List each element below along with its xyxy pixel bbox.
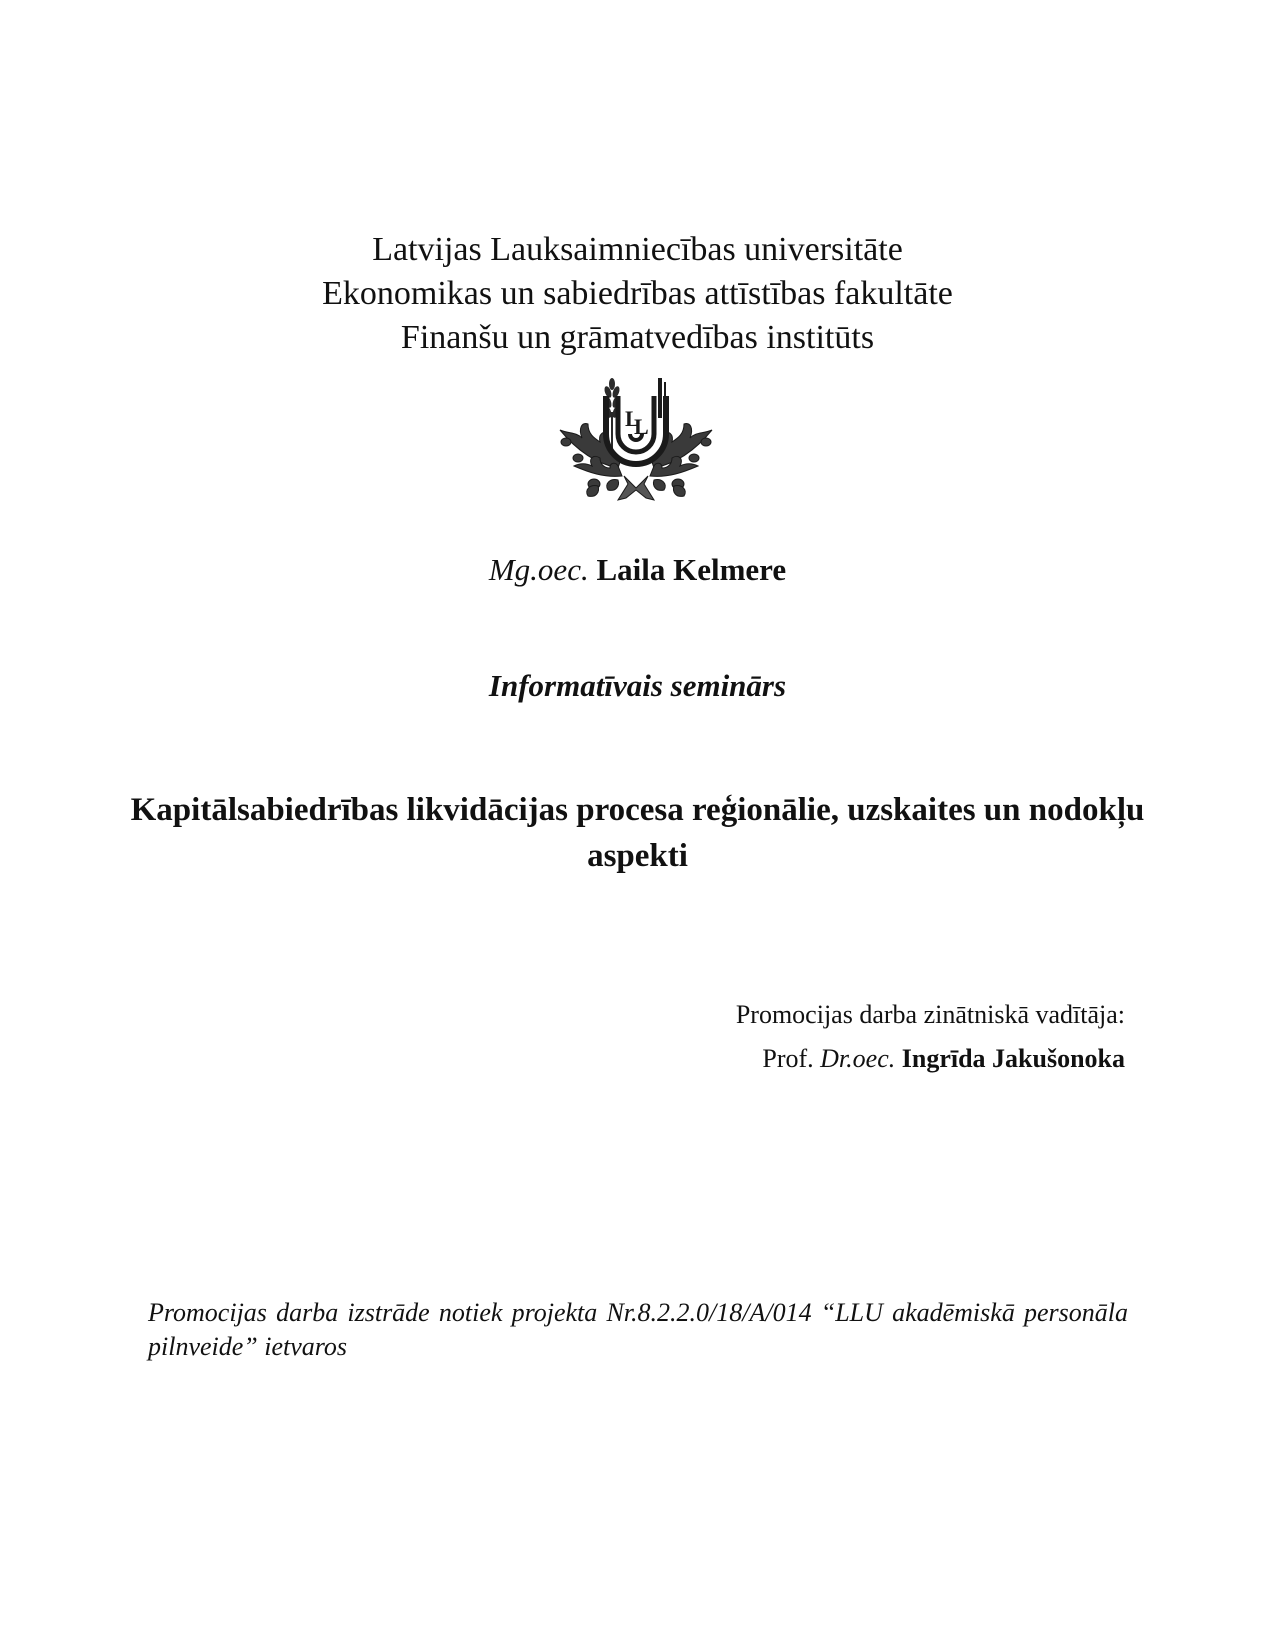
faculty-name: Ekonomikas un sabiedrības attīstības fakultāte <box>322 275 953 312</box>
author-name: Laila Kelmere <box>596 552 787 587</box>
supervisor-name: Ingrīda Jakušonoka <box>901 1044 1125 1073</box>
supervisor-role: Promocijas darba zinātniskā vadītāja: <box>735 1000 1125 1029</box>
supervisor-line <box>425 1037 1125 1081</box>
supervisor-prefix: Prof. <box>762 1044 814 1073</box>
supervisor-block <box>425 993 1125 1081</box>
author-line <box>0 550 1275 590</box>
document-title: Kapitālsabiedrības likvidācijas procesa reģionālie, uzskaites un nodokļu aspekti <box>130 792 1145 874</box>
author-degree: Mg.oec. <box>488 552 589 587</box>
svg-text:L: L <box>634 414 649 439</box>
institute-name: Finanšu un grāmatvedības institūts <box>400 319 875 356</box>
institution-header <box>0 228 1275 360</box>
university-crest-logo <box>548 372 724 504</box>
supervisor-degree: Dr.oec. <box>820 1044 896 1073</box>
project-footnote: Promocijas darba izstrāde notiek projekta Nr.8.2.2.0/18/A/014 “LLU akadēmiskā personāla pilnveide” ietvaros <box>148 1298 1128 1361</box>
event-type: Informatīvais seminārs <box>488 668 787 703</box>
svg-text:L: L <box>625 406 640 431</box>
university-name: Latvijas Lauksaimniecības universitāte <box>372 231 903 268</box>
